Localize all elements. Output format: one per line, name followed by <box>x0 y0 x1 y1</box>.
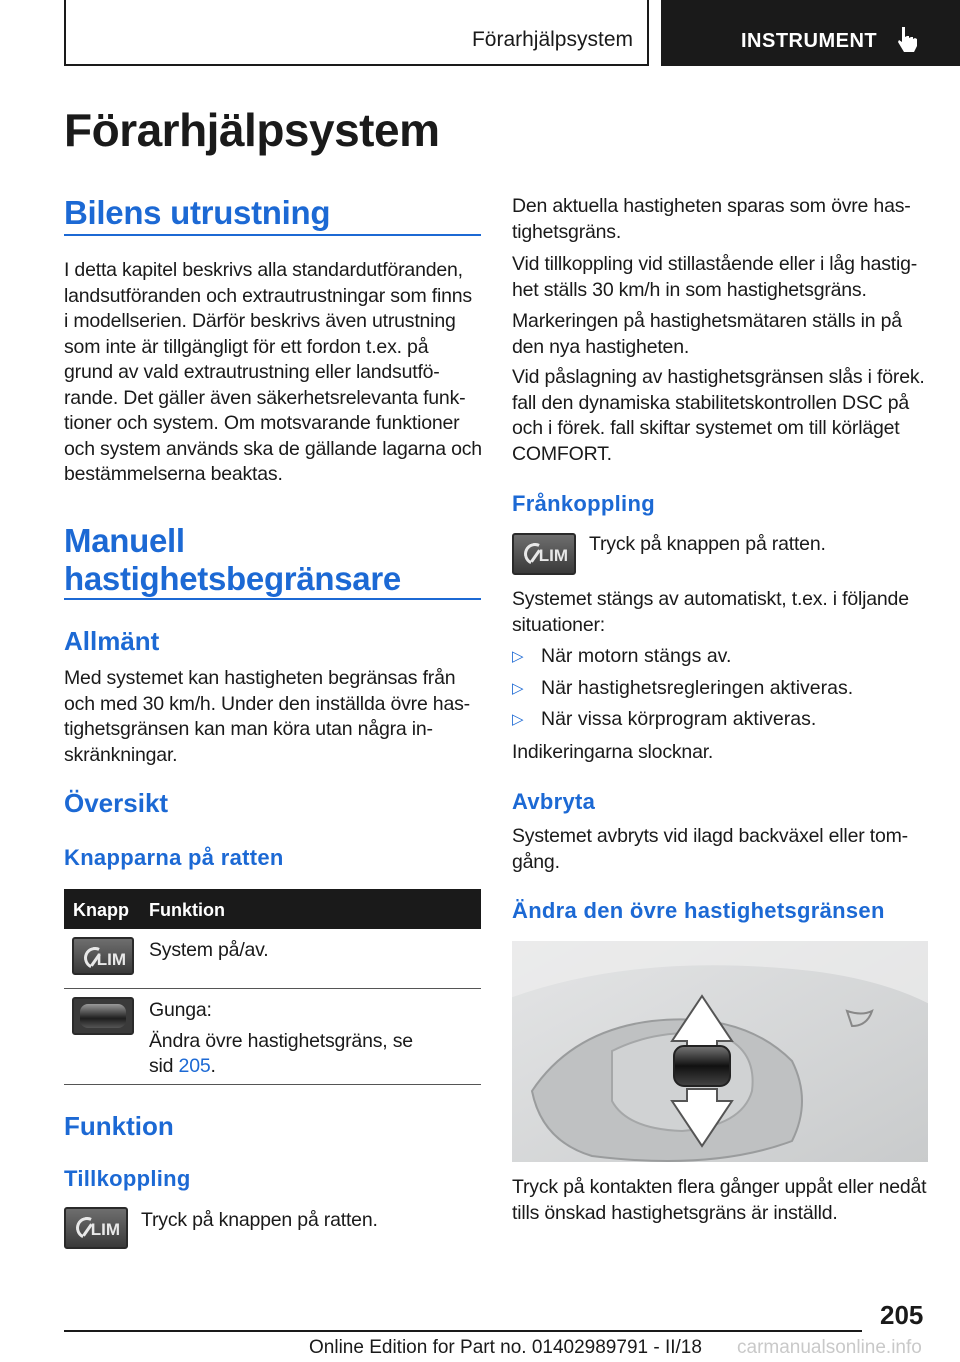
page-link-205[interactable]: 205 <box>178 1055 211 1077</box>
paragraph-dsc: Vid påslagning av hastighetsgränsen slås i förek. fall den dynamiska stabilitetskontrollen DSC på och i förek. fall skiftar systemet om till körläget COMFORT. <box>512 366 925 465</box>
header-section-title: Förarhjälpsystem <box>471 28 633 51</box>
heading-switch-on: Tillkoppling <box>64 1166 191 1191</box>
table-row-1-function: System på/av. <box>149 939 269 961</box>
table-header <box>64 889 481 929</box>
lim-button-icon: LIM <box>72 937 134 975</box>
table-row-divider <box>64 1084 481 1085</box>
heading-buttons: Knapparna på ratten <box>64 845 284 870</box>
page-number: 205 <box>880 1300 924 1330</box>
hand-pointer-icon <box>892 24 922 54</box>
paragraph-marker: Markeringen på hastighetsmätaren ställs in på den nya hastigheten. <box>512 310 902 358</box>
heading-change-limit: Ändra den övre hastighetsgränsen <box>512 898 885 923</box>
lim-button-icon: LIM <box>64 1207 128 1249</box>
heading-overview: Översikt <box>64 788 169 818</box>
col-header-button: Knapp <box>73 900 129 920</box>
col-header-function: Funktion <box>149 900 225 920</box>
rocker-switch-icon <box>72 997 134 1035</box>
header-section-box <box>64 0 649 66</box>
heading-switch-off: Frånkoppling <box>512 491 655 516</box>
paragraph-general: Med systemet kan hastigheten begränsas från och med 30 km/h. Under den inställda övre has- tighetsgränsen kan man köra utan några in- skränkningar. <box>64 667 470 766</box>
heading-general: Allmänt <box>64 626 160 656</box>
heading-equipment: Bilens utrustning <box>64 194 331 231</box>
lim-button-icon: LIM <box>512 533 576 575</box>
heading-rule <box>64 598 481 600</box>
footer-rule <box>64 1330 862 1332</box>
paragraph-low-speed: Vid tillkoppling vid stillastående eller i låg hastig- het ställs 30 km/h in som hastighetsgräns. <box>512 253 918 301</box>
paragraph-indicators: Indikeringarna slocknar. <box>512 741 714 763</box>
heading-function: Funktion <box>64 1111 174 1141</box>
header-chapter-title: INSTRUMENT <box>741 30 878 52</box>
heading-cancel: Avbryta <box>512 789 596 814</box>
paragraph-switch-on: Tryck på knappen på ratten. <box>141 1209 378 1231</box>
table-row-divider <box>64 988 481 989</box>
paragraph-switch-off: Tryck på knappen på ratten. <box>589 533 826 555</box>
heading-rule <box>64 234 481 236</box>
paragraph-auto-off: Systemet stängs av automatiskt, t.ex. i följande situationer: <box>512 588 909 636</box>
heading-speed-limiter: Manuell hastighetsbegränsare <box>64 522 401 597</box>
steering-wheel-rocker-photo <box>512 941 928 1162</box>
table-row-2-function: Gunga: Ändra övre hastighetsgräns, se sid 205. <box>149 999 413 1077</box>
watermark: carmanualsonline.info <box>737 1337 922 1358</box>
page-title: Förarhjälpsystem <box>64 104 440 156</box>
paragraph-equipment: I detta kapitel beskrivs alla standardutföranden, landsutföranden och extrautrustningar som finns i modellserien. Därför beskrivs även utrustning som inte är tillgängligt för ett fordon t.ex. på grund av vald extrautrustning eller landsutfö- rande. Det gäller även säkerhetsrelevanta funk- tioner och system. Om motsvarande funktioner och system används ska de gällande lagarna och bestämmelserna beaktas. <box>64 259 482 485</box>
paragraph-cancel: Systemet avbryts vid ilagd backväxel eller tom- gång. <box>512 825 908 873</box>
paragraph-intro: Den aktuella hastigheten sparas som övre has- tighetsgräns. <box>512 195 911 243</box>
footer-edition: Online Edition for Part no. 01402989791 - II/18 <box>309 1337 702 1358</box>
paragraph-change-limit: Tryck på kontakten flera gånger uppåt eller nedåt tills önskad hastighetsgräns är inställd. <box>512 1176 927 1224</box>
header-chapter-box <box>661 0 960 66</box>
